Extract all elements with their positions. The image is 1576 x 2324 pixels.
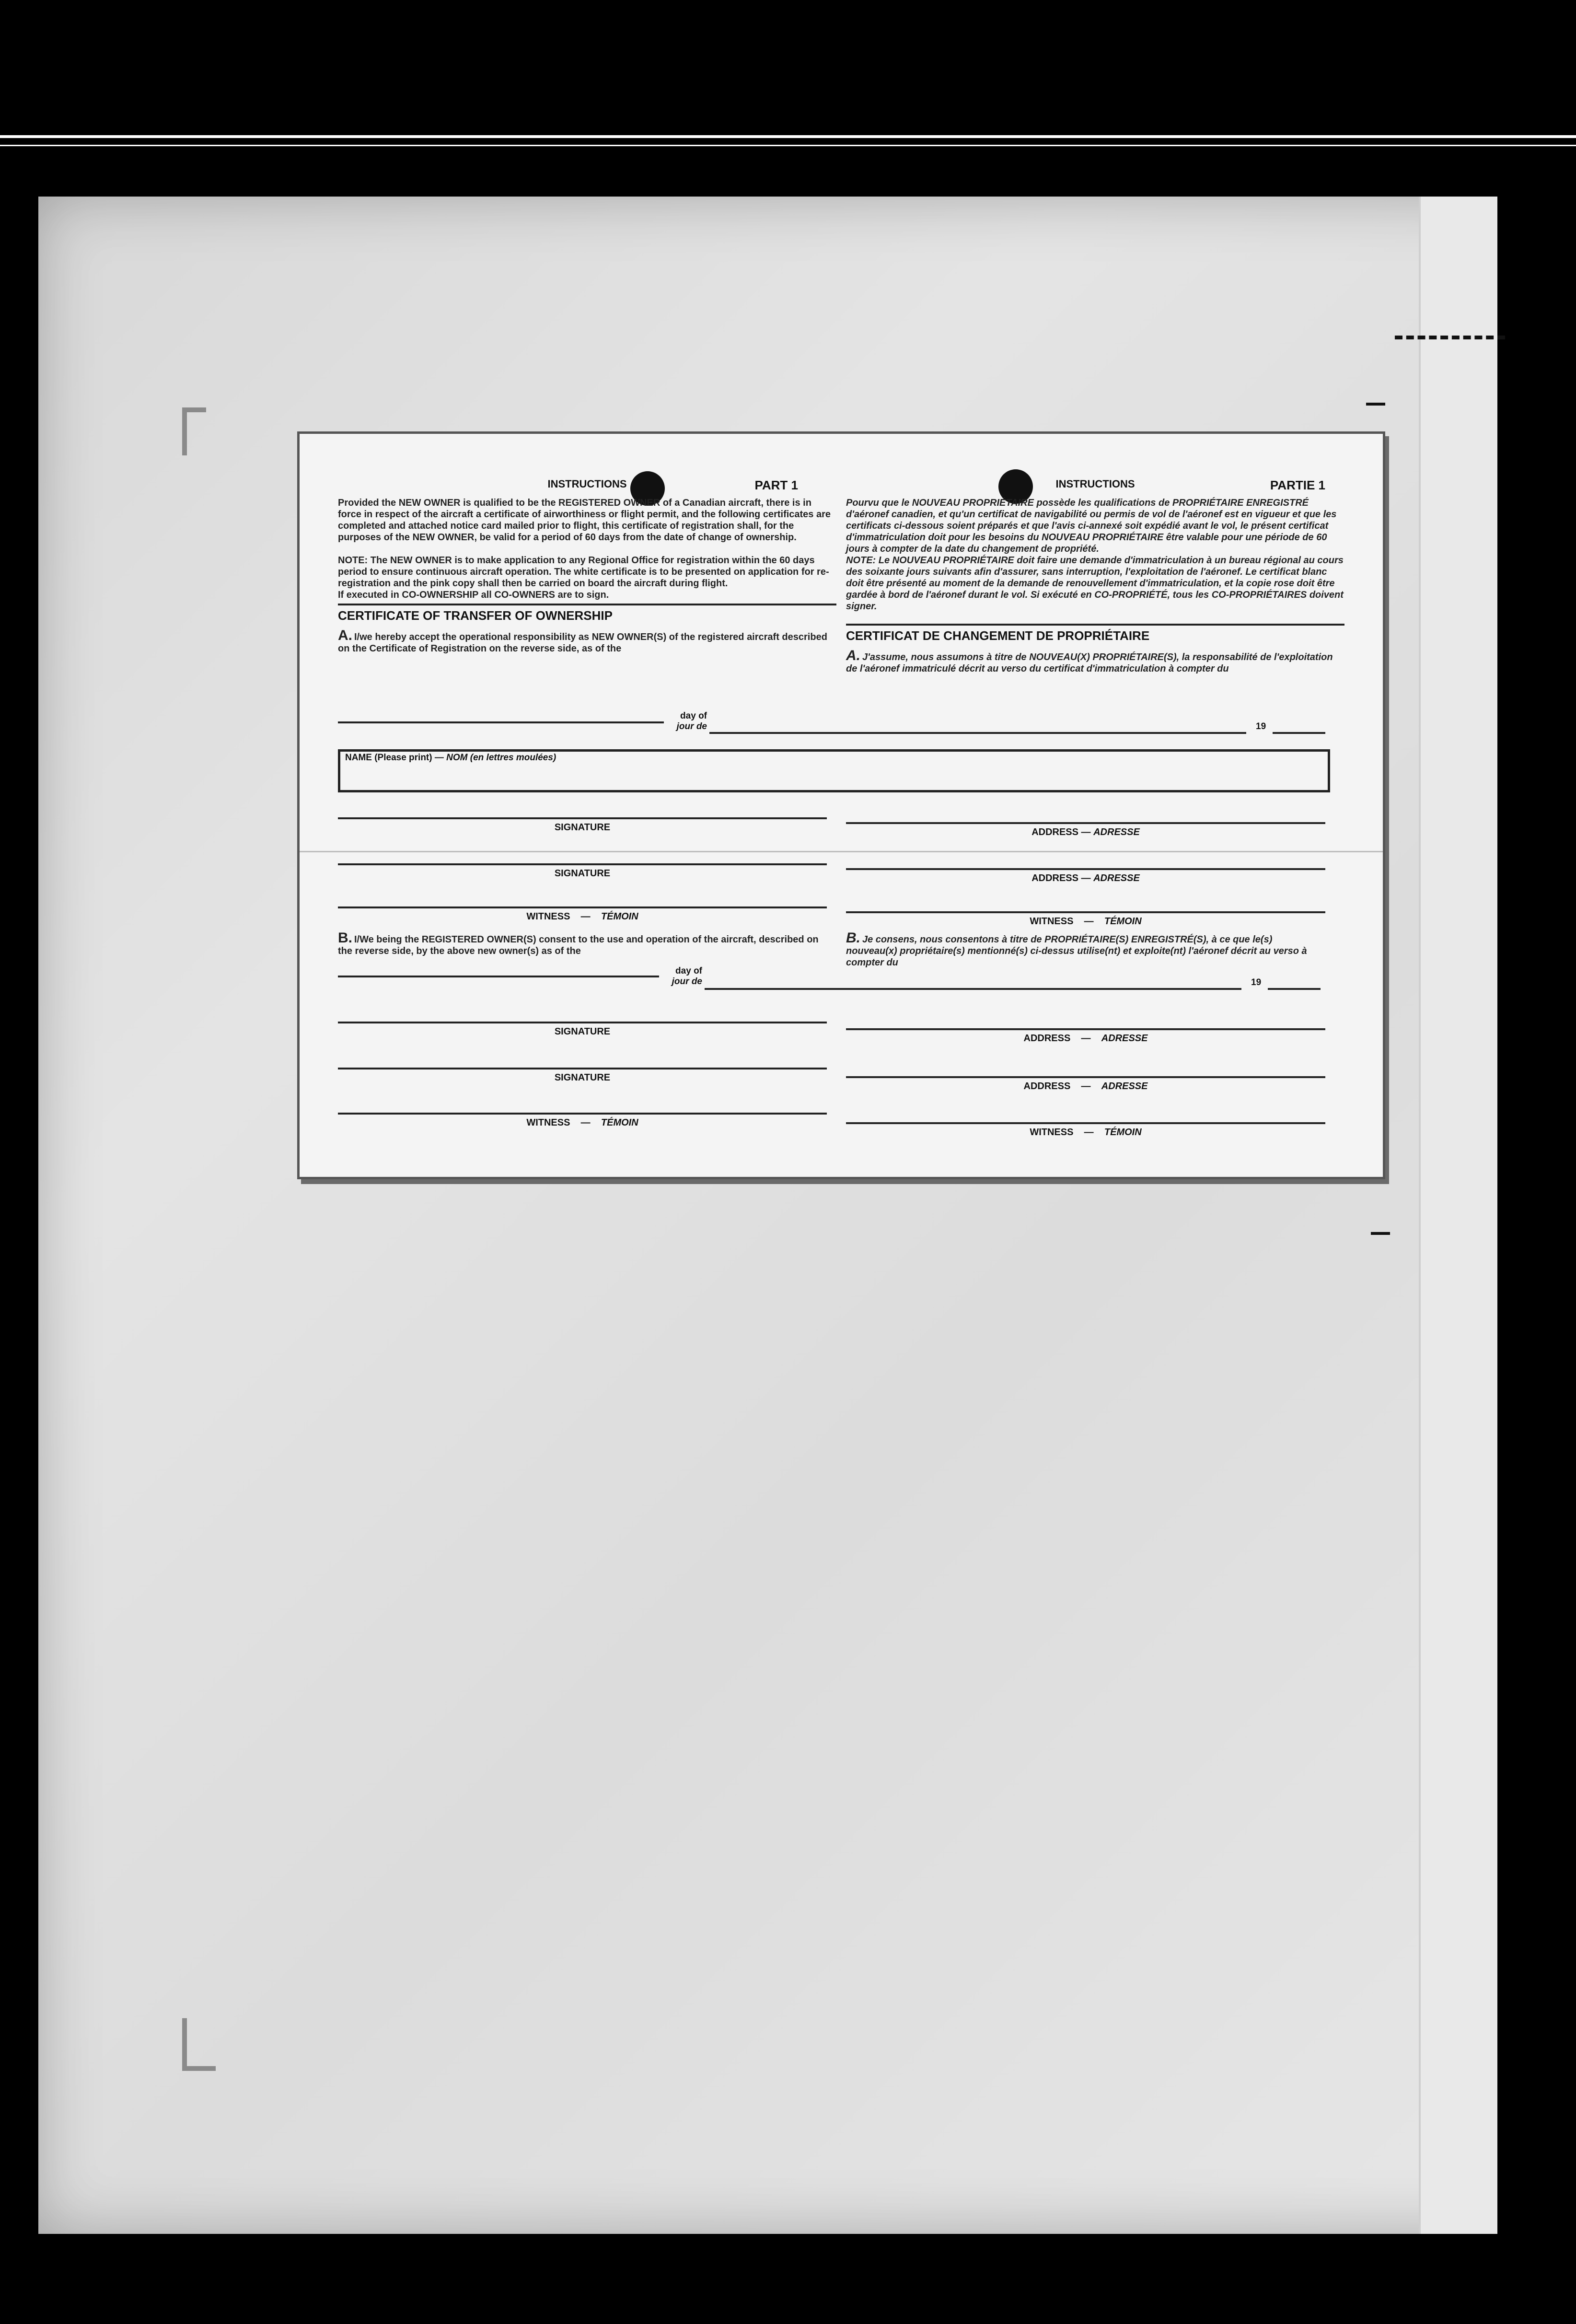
clause-a-letter: A.	[846, 648, 860, 663]
english-column	[338, 478, 836, 654]
adresse-text: ADRESSE	[1093, 827, 1140, 837]
note-paragraph: NOTE: Le NOUVEAU PROPRIÉTAIRE doit faire une demande d'immatriculation à un bureau régional au cours des soixante jours suivants afin d'assurer, sans interruption, l'exploitation de l'aéronef. Le certificat blanc doit être présenté au moment de la demande de renouvellement d'immatriculation, et la copie rose doit être gardée à bord de l'aéronef durant le vol. Si exécuté en CO-PROPRIÉTÉ, tous les CO-PROPRIÉTAIRES doivent signer.	[846, 555, 1344, 612]
adresse-text: ADRESSE	[1101, 1081, 1148, 1092]
jour-de-text: jour de	[672, 976, 702, 987]
witness-dash: —	[1084, 916, 1094, 927]
signature-label: SIGNATURE	[554, 1072, 611, 1083]
address-text: ADDRESS	[1031, 827, 1078, 837]
section-title: CERTIFICAT DE CHANGEMENT DE PROPRIÉTAIRE	[846, 624, 1344, 643]
scan-top-line-2	[0, 145, 1576, 146]
signature-line[interactable]	[338, 817, 827, 819]
address-dash: —	[1081, 873, 1091, 883]
edge-tick	[1366, 403, 1385, 406]
address-line[interactable]	[846, 1028, 1325, 1030]
address-label	[846, 1033, 1325, 1044]
month-line-b[interactable]	[705, 988, 1241, 990]
clause-a-letter: A.	[338, 627, 352, 643]
day-of-label	[659, 966, 702, 987]
address-line[interactable]	[846, 822, 1325, 824]
address-label	[846, 827, 1325, 838]
signature-label: SIGNATURE	[554, 822, 611, 833]
day-line-b[interactable]	[338, 976, 659, 977]
address-text: ADDRESS	[1023, 1081, 1071, 1092]
witness-text: WITNESS	[526, 911, 570, 922]
address-dash: —	[1081, 827, 1091, 837]
scan-top-line	[0, 135, 1576, 138]
clause-b-en	[338, 932, 827, 957]
part-label: PARTIE 1	[1270, 478, 1325, 492]
address-dash: —	[1081, 1033, 1091, 1044]
year-line-a[interactable]	[1273, 732, 1325, 734]
page-right-strip	[1419, 197, 1497, 2234]
witness-label	[846, 1127, 1325, 1138]
jour-de-text: jour de	[676, 721, 707, 732]
temoin-text: TÉMOIN	[601, 1117, 638, 1128]
name-label-fr: NOM (en lettres moulées)	[446, 753, 556, 763]
crop-mark-top-left	[182, 407, 206, 455]
french-header	[846, 478, 1344, 497]
year-line-b[interactable]	[1268, 988, 1321, 990]
section-title: CERTIFICATE OF TRANSFER OF OWNERSHIP	[338, 604, 836, 623]
name-label	[345, 753, 556, 763]
instructions-heading: INSTRUCTIONS	[547, 478, 627, 490]
adresse-text: ADRESSE	[1101, 1033, 1148, 1044]
temoin-text: TÉMOIN	[1104, 916, 1142, 927]
address-label	[846, 873, 1325, 884]
clause-a-text: I/we hereby accept the operational responsibility as NEW OWNER(S) of the registered aircraft described on the Certificate of Registration on the reverse side, as of the	[338, 632, 827, 654]
name-label-en: NAME (Please print)	[345, 753, 432, 763]
signature-label: SIGNATURE	[554, 1026, 611, 1037]
address-line[interactable]	[846, 1076, 1325, 1078]
witness-label	[338, 911, 827, 922]
name-label-dash: —	[434, 753, 444, 763]
clause-b-text: I/We being the REGISTERED OWNER(S) consent to the use and operation of the aircraft, described on the reverse side, by the above new owner(s) as of the	[338, 934, 819, 956]
day-line-a[interactable]	[338, 721, 664, 723]
witness-dash: —	[580, 911, 591, 922]
address-text: ADDRESS	[1023, 1033, 1071, 1044]
day-of-text: day of	[680, 711, 707, 721]
month-line-a[interactable]	[709, 732, 1246, 734]
clause-b-letter: B.	[846, 930, 860, 946]
temoin-text: TÉMOIN	[1104, 1127, 1142, 1138]
co-ownership-text: If executed in CO-OWNERSHIP all CO-OWNERS are to sign.	[338, 590, 609, 600]
witness-text: WITNESS	[1030, 916, 1074, 927]
instructions-paragraph: Pourvu que le NOUVEAU PROPRIÉTAIRE possède les qualifications de PROPRIÉTAIRE ENREGISTRÉ d'aéronef canadien, et qu'un certificat de navigabilité ou permis de vol de l'aéronef est en vigueur et que les certificats ci-dessous soient préparés et que l'avis ci-annexé soit expédié avant le vol, le présent certificat d'immatriculation doit pour les besoins du NOUVEAU PROPRIÉTAIRE être valable pour une période de 60 jours à compter de la date du changement de propriété.	[846, 498, 1337, 554]
clause-b-letter: B.	[338, 930, 352, 946]
ownership-transfer-card	[297, 431, 1385, 1179]
clause-a	[338, 627, 836, 654]
signature-line[interactable]	[338, 1022, 827, 1023]
witness-line[interactable]	[338, 906, 827, 908]
witness-line[interactable]	[846, 1122, 1325, 1124]
edge-tick	[1371, 1232, 1390, 1235]
witness-line[interactable]	[846, 911, 1325, 913]
signature-label: SIGNATURE	[554, 868, 611, 879]
witness-label	[846, 916, 1325, 927]
clause-a-text: J'assume, nous assumons à titre de NOUVEAU(X) PROPRIÉTAIRE(S), la responsabilité de l'exploitation de l'aéronef immatriculé décrit au verso du certificat d'immatriculation à compter du	[846, 652, 1333, 674]
witness-dash: —	[580, 1117, 591, 1128]
address-label	[846, 1081, 1325, 1092]
name-field[interactable]	[338, 749, 1330, 792]
note-paragraph	[338, 555, 836, 601]
note-text: NOTE: The NEW OWNER is to make application to any Regional Office for registration within the 60 days period to ensure continuous aircraft operation. The white certificate is to be presented on application for re-registration and the pink copy shall then be carried on board the aircraft during flight.	[338, 555, 829, 589]
year-prefix-b: 19	[1251, 977, 1262, 988]
french-column	[846, 478, 1344, 674]
adresse-text: ADRESSE	[1093, 873, 1140, 883]
dashed-edge-mark	[1395, 336, 1505, 339]
clause-a	[846, 650, 1344, 674]
day-of-label	[664, 711, 707, 732]
part-label: PART 1	[754, 478, 798, 492]
witness-text: WITNESS	[1030, 1127, 1074, 1138]
signature-line[interactable]	[338, 1068, 827, 1069]
address-text: ADDRESS	[1031, 873, 1078, 883]
instructions-paragraph: Provided the NEW OWNER is qualified to be the REGISTERED OWNER of a Canadian aircraft, there is in force in respect of the aircraft a certificate of airworthiness or flight permit, and the following certificates are completed and attached notice card mailed prior to flight, this certificate of registration shall, for the purposes of the NEW OWNER, be valid for a period of 60 days from the date of change of ownership.	[338, 498, 831, 543]
clause-b-fr	[846, 932, 1325, 968]
year-prefix-a: 19	[1256, 721, 1266, 732]
witness-text: WITNESS	[526, 1117, 570, 1128]
temoin-text: TÉMOIN	[601, 911, 638, 922]
witness-dash: —	[1084, 1127, 1094, 1138]
witness-label	[338, 1117, 827, 1128]
fold-line	[300, 851, 1383, 852]
clause-b-text: Je consens, nous consentons à titre de PROPRIÉTAIRE(S) ENREGISTRÉ(S), à ce que le(s) nouveau(x) propriétaire(s) mentionné(s) ci-dessus utilise(nt) et exploite(nt) l'aéronef décrit au verso à compter du	[846, 934, 1307, 968]
witness-line[interactable]	[338, 1113, 827, 1115]
english-header	[338, 478, 836, 497]
day-of-text: day of	[675, 966, 702, 976]
signature-line[interactable]	[338, 863, 827, 865]
address-line[interactable]	[846, 868, 1325, 870]
instructions-heading: INSTRUCTIONS	[1055, 478, 1135, 490]
crop-mark-bottom-left	[182, 2018, 216, 2071]
address-dash: —	[1081, 1081, 1091, 1092]
